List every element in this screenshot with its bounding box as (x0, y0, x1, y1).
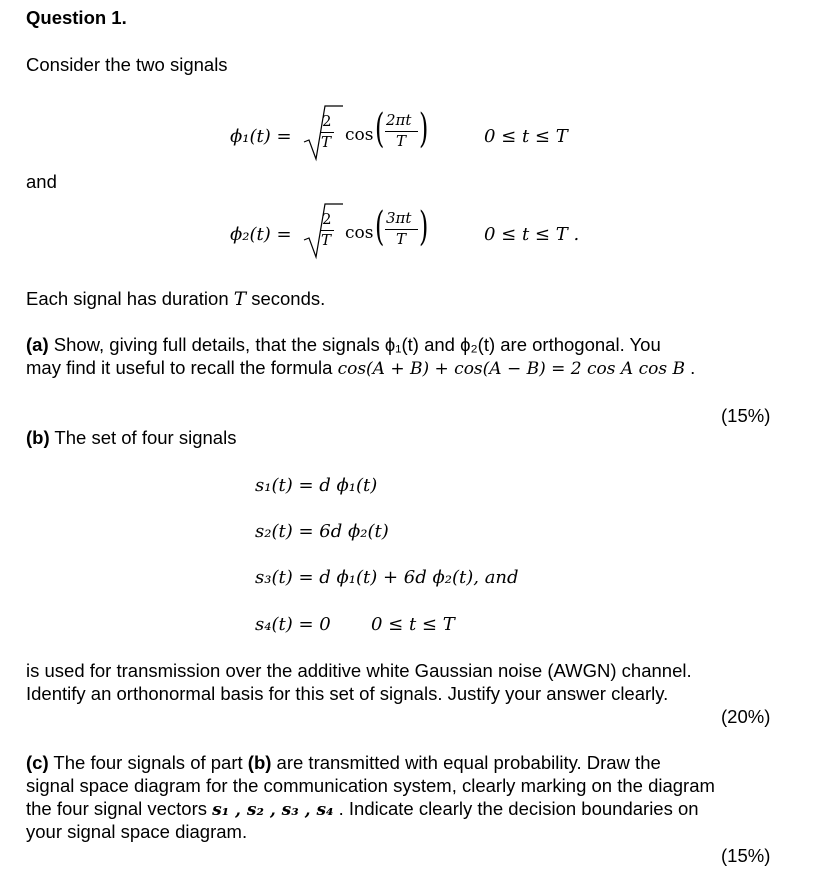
question-heading: Question 1. (26, 7, 127, 28)
part-c-line4: your signal space diagram. (26, 821, 248, 842)
part-a-label: (a) (26, 334, 49, 355)
phi2-arg-numerator: 3πt (386, 209, 412, 227)
phi2-right-paren: ) (419, 204, 429, 250)
phi1-range: 0 ≤ t ≤ T (484, 126, 568, 147)
phi2-range: 0 ≤ t ≤ T . (484, 224, 580, 245)
phi2-sqrt-denominator: T (321, 231, 332, 249)
part-b-intro (26, 427, 236, 449)
duration-sentence (26, 288, 325, 311)
and-text: and (26, 171, 57, 192)
duration-pre: Each signal has duration (26, 288, 234, 309)
part-a-marks: (15%) (721, 405, 771, 426)
phi1-sqrt-denominator: T (321, 133, 332, 151)
part-c-ref: (b) (247, 752, 272, 773)
part-c-text1: The four signals of part (48, 752, 248, 773)
part-b-eq2: s₂(t) = 6d ϕ₂(t) (255, 521, 389, 542)
part-a-line2 (26, 357, 695, 380)
part-c-marks: (15%) (721, 845, 771, 866)
part-b-eq1: s₁(t) = d ϕ₁(t) (255, 475, 378, 496)
part-c-line1 (26, 752, 661, 774)
part-a-formula: cos(A + B) + cos(A − B) = 2 cos A cos B (337, 359, 685, 379)
part-b-line1: is used for transmission over the additive white Gaussian noise (AWGN) channel. (26, 660, 692, 681)
part-c-vectors: s₁ , s₂ , s₃ , s₄ (212, 800, 334, 820)
part-a-text1: Show, giving full details, that the signals ϕ₁(t) and ϕ₂(t) are orthogonal. You (48, 334, 661, 355)
part-c-line3 (26, 798, 699, 821)
part-c-text1-end: are transmitted with equal probability. Draw the (271, 752, 661, 773)
phi2-cos: cos (345, 223, 374, 243)
phi2-lhs: ϕ₂(t) = (230, 224, 292, 245)
part-b-eq4: s₄(t) = 0 (255, 614, 331, 635)
intro-text: Consider the two signals (26, 54, 228, 75)
phi1-sqrt-numerator: 2 (322, 112, 332, 130)
duration-post: seconds. (246, 288, 326, 309)
part-a-text2-end: . (684, 357, 696, 378)
phi1-arg-denominator: T (396, 132, 407, 150)
phi2-arg-denominator: T (396, 230, 407, 248)
phi1-cos: cos (345, 125, 374, 145)
phi1-right-paren: ) (419, 106, 429, 152)
phi1-lhs: ϕ₁(t) = (230, 126, 292, 147)
part-c-line2: signal space diagram for the communication system, clearly marking on the diagram (26, 775, 715, 796)
part-c-label: (c) (26, 752, 49, 773)
part-c-text3-end: . Indicate clearly the decision boundaries on (333, 798, 699, 819)
duration-var: T (233, 289, 247, 310)
part-c-text3: the four signal vectors (26, 798, 213, 819)
part-b-marks: (20%) (721, 706, 771, 727)
part-b-text: The set of four signals (49, 427, 237, 448)
part-a-line1 (26, 334, 661, 356)
part-b-line2: Identify an orthonormal basis for this set of signals. Justify your answer clearly. (26, 683, 669, 704)
phi2-sqrt-numerator: 2 (322, 210, 332, 228)
part-b-eq4-range: 0 ≤ t ≤ T (371, 614, 455, 635)
part-a-text2: may find it useful to recall the formula (26, 357, 338, 378)
phi1-left-paren: ( (375, 106, 385, 152)
phi1-arg-numerator: 2πt (386, 111, 412, 129)
part-b-label: (b) (26, 427, 50, 448)
part-b-eq3: s₃(t) = d ϕ₁(t) + 6d ϕ₂(t), and (255, 567, 519, 588)
phi2-left-paren: ( (375, 204, 385, 250)
